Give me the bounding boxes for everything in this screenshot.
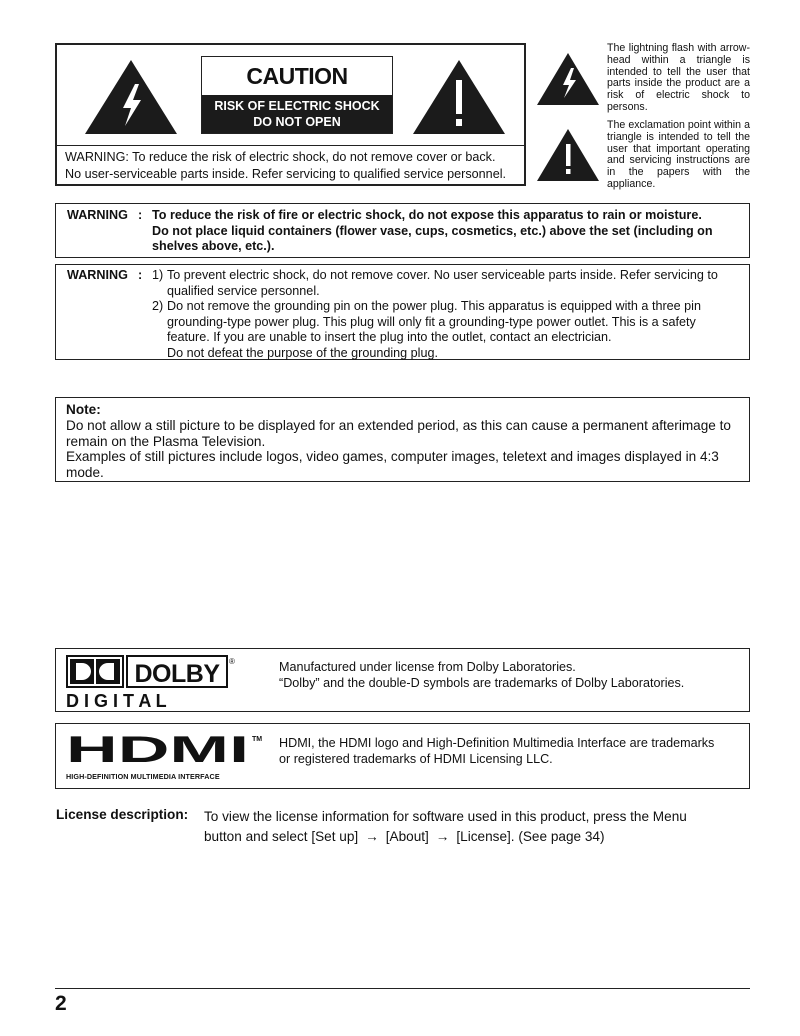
warning-colon: : bbox=[138, 268, 143, 282]
dolby-line1: Manufactured under license from Dolby Laboratories. bbox=[279, 660, 576, 674]
license-line2 bbox=[204, 827, 750, 847]
caution-banner-line2: DO NOT OPEN bbox=[253, 115, 341, 129]
warning-colon: : bbox=[138, 208, 143, 222]
warning-label: WARNING bbox=[67, 208, 128, 222]
warning-1-text bbox=[152, 208, 741, 255]
lightning-triangle-icon bbox=[83, 58, 179, 136]
list-item bbox=[152, 268, 741, 299]
hdmi-text bbox=[279, 736, 714, 767]
warning-box-1 bbox=[55, 203, 750, 258]
license-part-a: button and select [Set up] bbox=[204, 829, 359, 844]
dolby-logo-word: DOLBY bbox=[134, 660, 220, 688]
item-number: 2) bbox=[152, 299, 164, 314]
caution-title: CAUTION bbox=[246, 63, 348, 89]
dolby-line2: “Dolby” and the double-D symbols are trademarks of Dolby Laboratories. bbox=[279, 675, 685, 690]
side-exclamation-icon bbox=[536, 128, 600, 182]
dolby-logo bbox=[66, 655, 236, 712]
item-text-main: Do not remove the grounding pin on the power plug. This apparatus is equipped with a three pin grounding-type power plug. This plug will only fit a grounding-type power outlet. This is a safety feature. If you are unable to insert the plug into the outlet, contact an electrician. bbox=[167, 299, 701, 345]
license-line1: To view the license information for software used in this product, press the Menu bbox=[204, 809, 687, 824]
hdmi-line2: or registered trademarks of HDMI Licensing LLC. bbox=[279, 751, 553, 766]
warning-1-line1: To reduce the risk of fire or electric shock, do not expose this apparatus to rain or moisture. bbox=[152, 208, 702, 222]
item-text: To prevent electric shock, do not remove cover. No user serviceable parts inside. Refer servicing to qualified service personnel. bbox=[167, 268, 718, 298]
license-part-c: [License]. (See page 34) bbox=[456, 829, 605, 844]
license-part-b: [About] bbox=[385, 829, 429, 844]
warning-2-list bbox=[152, 268, 741, 362]
hdmi-logo bbox=[66, 732, 266, 781]
note-paragraph-1: Do not allow a still picture to be displayed for an extended period, as this can cause a permanent afterimage to remain on the Plasma Television. bbox=[66, 417, 731, 449]
hdmi-line1: HDMI, the HDMI logo and High-Definition Multimedia Interface are trademarks bbox=[279, 736, 715, 750]
item-text bbox=[167, 299, 741, 361]
item-number: 1) bbox=[152, 268, 164, 282]
hdmi-logo-word: HDMI bbox=[66, 732, 249, 770]
page-number: 2 bbox=[55, 992, 67, 1015]
note-title: Note: bbox=[66, 402, 101, 417]
caution-divider bbox=[57, 145, 524, 146]
arrow-right-icon: → bbox=[365, 829, 379, 844]
warning-label: WARNING bbox=[67, 268, 128, 282]
warning-box-2 bbox=[55, 264, 750, 360]
hdmi-trademark: TM bbox=[252, 736, 263, 743]
hdmi-logo-subtitle: HIGH-DEFINITION MULTIMEDIA INTERFACE bbox=[66, 772, 220, 781]
dolby-text bbox=[279, 660, 684, 691]
dolby-logo-subtitle: D I G I T A L bbox=[66, 691, 167, 711]
caution-warning-line1: WARNING: To reduce the risk of electric shock, do not remove cover or back. bbox=[65, 150, 496, 164]
list-item bbox=[152, 299, 741, 361]
side-lightning-icon bbox=[536, 52, 600, 106]
note-box bbox=[55, 397, 750, 482]
license-text bbox=[204, 807, 750, 847]
note-paragraph-2: Examples of still pictures include logos, video games, computer images, teletext and images displayed in 4:3 mode. bbox=[66, 449, 719, 481]
warning-1-line2: Do not place liquid containers (flower vase, cups, cosmetics, etc.) above the set (including on shelves above, etc.). bbox=[152, 223, 713, 253]
caution-warning bbox=[65, 149, 518, 183]
dolby-box bbox=[55, 648, 750, 712]
caution-box bbox=[55, 43, 526, 186]
license-label: License description: bbox=[56, 807, 189, 822]
caution-banner bbox=[202, 95, 392, 133]
exclamation-explanation: The exclamation point within a triangle is intended to tell the user that important operating and servicing instructions are in the papers with the appliance. bbox=[607, 119, 750, 190]
caution-title-box bbox=[201, 56, 393, 134]
caution-banner-line1: RISK OF ELECTRIC SHOCK bbox=[214, 99, 380, 113]
lightning-explanation: The lightning flash with arrow-head within a triangle is intended to tell the user that parts inside the product are a risk of electric shock to persons. bbox=[607, 42, 750, 113]
dolby-registered-mark: ® bbox=[229, 657, 235, 666]
item-text-extra: Do not defeat the purpose of the grounding plug. bbox=[167, 345, 438, 360]
caution-warning-line2: No user-serviceable parts inside. Refer servicing to qualified service personnel. bbox=[65, 167, 506, 181]
exclamation-triangle-icon bbox=[411, 58, 507, 136]
hdmi-box bbox=[55, 723, 750, 789]
footer-divider bbox=[55, 988, 750, 989]
arrow-right-icon: → bbox=[435, 829, 450, 844]
